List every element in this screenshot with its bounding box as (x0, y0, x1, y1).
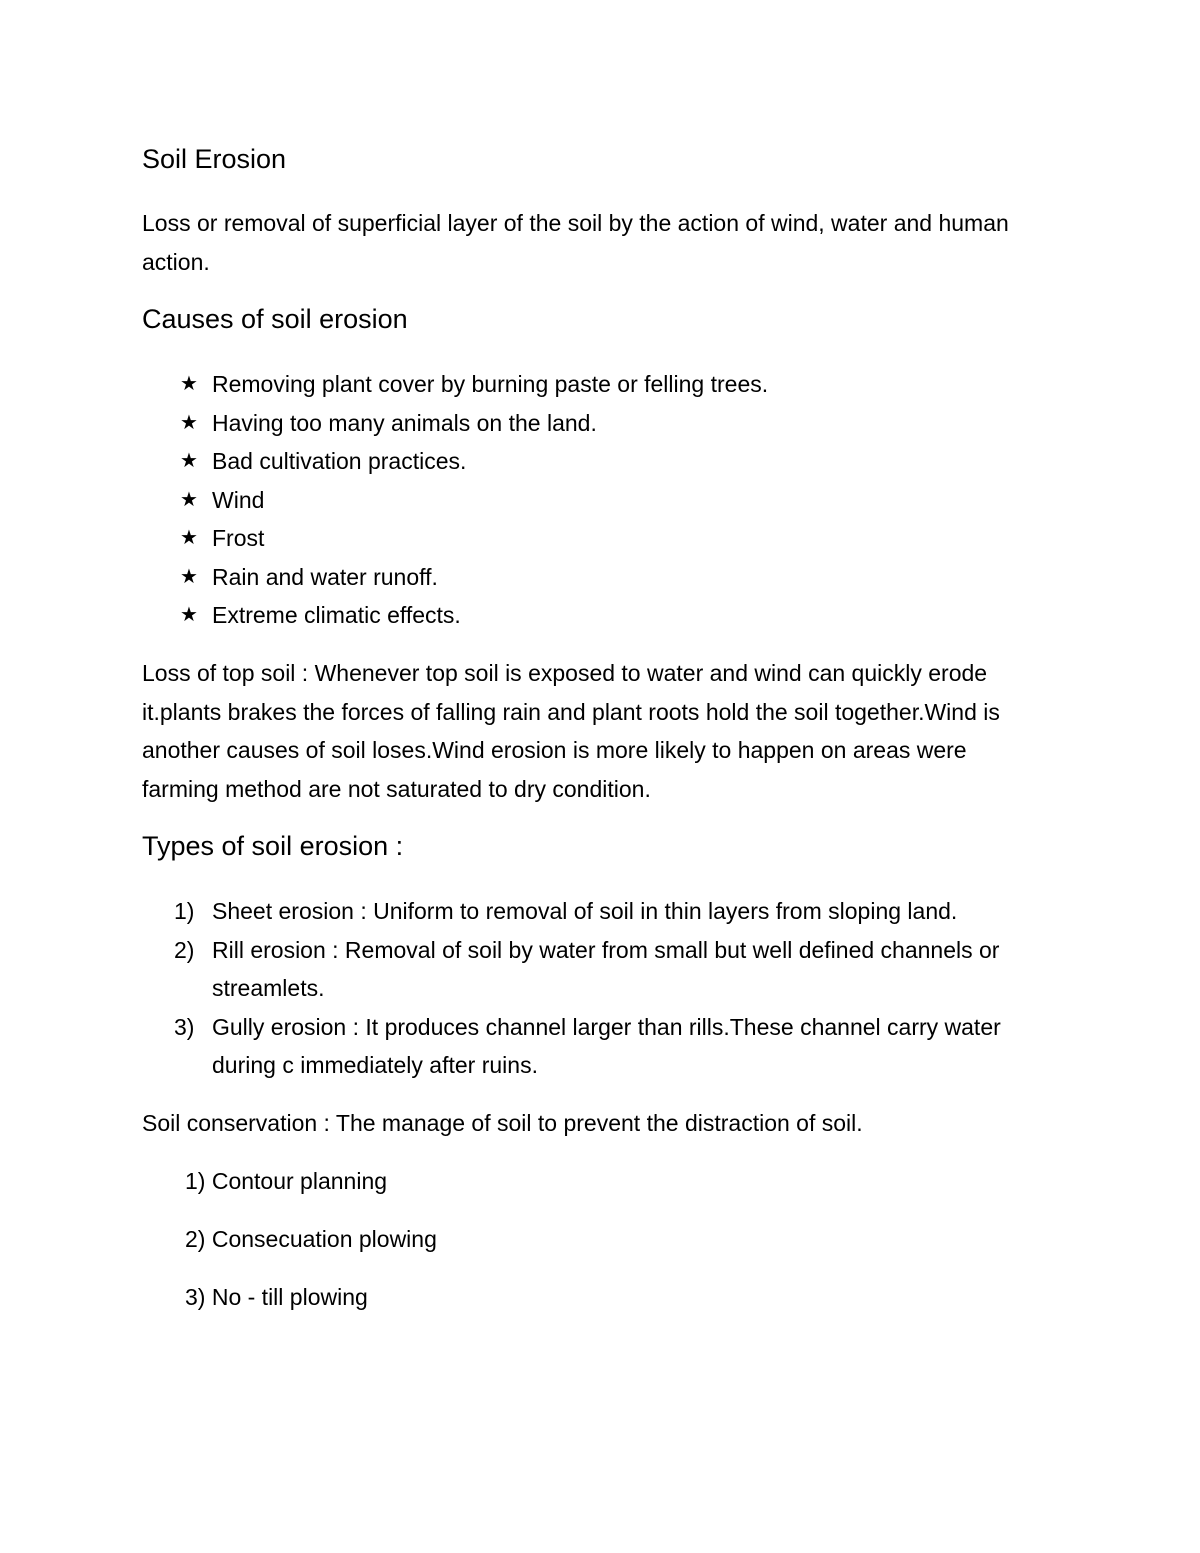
types-heading: Types of soil erosion : (142, 831, 404, 861)
list-item (174, 1008, 1054, 1085)
list-number: 1) (174, 898, 195, 924)
list-item-text: Wind (212, 486, 265, 513)
star-bullet-icon: ★ (180, 604, 198, 626)
star-bullet-icon: ★ (180, 450, 198, 472)
star-bullet-icon: ★ (180, 527, 198, 549)
conservation-item: 2) Consecuation plowing (185, 1226, 437, 1252)
causes-list (180, 365, 768, 635)
causes-heading: Causes of soil erosion (142, 304, 408, 334)
list-item (180, 519, 768, 558)
list-item (180, 481, 768, 520)
list-item (180, 596, 768, 635)
list-item-text: Bad cultivation practices. (212, 448, 467, 474)
list-item-text: Removing plant cover by burning paste or felling trees. (212, 371, 769, 397)
list-item (180, 442, 768, 481)
list-item-text: Frost (212, 525, 265, 551)
star-bullet-icon: ★ (180, 373, 198, 395)
star-bullet-icon: ★ (180, 565, 198, 588)
list-number: 3) (174, 1013, 195, 1040)
definition-paragraph: Loss or removal of superficial layer of the soil by the action of wind, water and human action. (142, 210, 1009, 275)
list-item-text: Rill erosion : Removal of soil by water from small but well defined channels or streamlets. (212, 936, 1000, 1001)
loss-of-top-soil-paragraph: Loss of top soil : Whenever top soil is exposed to water and wind can quickly erode it.plants brakes the forces of falling rain and plant roots hold the soil together.Wind is another causes of soil loses.Wind erosion is more likely to happen on areas were farming method are not saturated to dry condition. (142, 660, 1000, 802)
list-item-text: Rain and water runoff. (212, 563, 438, 590)
conservation-paragraph: Soil conservation : The manage of soil to prevent the distraction of soil. (142, 1110, 863, 1136)
list-item-text: Gully erosion : It produces channel larger than rills.These channel carry water during c immediately after ruins. (212, 1013, 1001, 1078)
list-item (180, 558, 768, 597)
list-item (180, 365, 768, 404)
list-item-text: Sheet erosion : Uniform to removal of soil in thin layers from sloping land. (212, 898, 958, 924)
list-item (174, 931, 1054, 1008)
list-number: 2) (174, 936, 195, 963)
conservation-item: 1) Contour planning (185, 1168, 388, 1194)
star-bullet-icon: ★ (180, 411, 198, 434)
list-item (180, 404, 768, 443)
list-item (174, 892, 1054, 931)
list-item-text: Extreme climatic effects. (212, 602, 461, 628)
star-bullet-icon: ★ (180, 488, 198, 511)
list-item-text: Having too many animals on the land. (212, 409, 597, 436)
document-title: Soil Erosion (142, 144, 287, 174)
types-list (174, 892, 1054, 1085)
conservation-item: 3) No - till plowing (185, 1284, 368, 1310)
